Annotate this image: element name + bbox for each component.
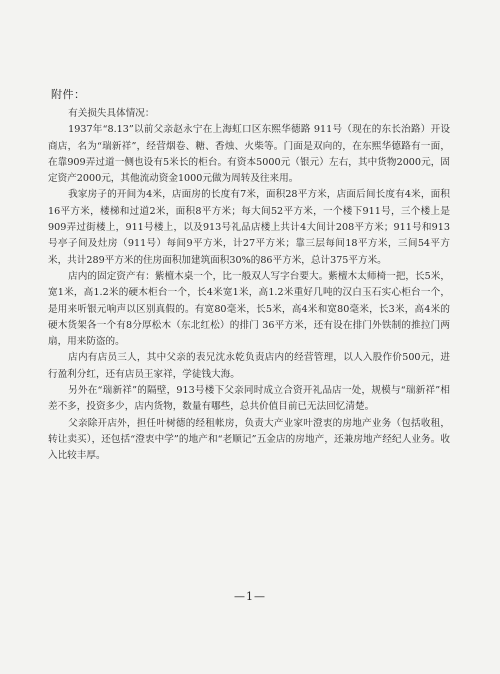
section-heading: 有关损失具体情况： [68, 108, 155, 119]
paragraph-gift-shop: 另外在“瑞新祥”的隔壁，913号楼下父亲同时成立合资开礼品店一处，规模与“瑞新祥”相差不多，投资多少，店内货物，数量有哪些，总共价值目前已无法回忆清楚。 [48, 385, 450, 413]
document-body [48, 106, 450, 465]
paragraph-shop-history: 1937年“8.13”以前父亲赵永宁在上海虹口区东熙华德路 911号（现在的东长治路）开设商店，名为“瑞新祥”，经营烟卷、糖、香烛、火柴等。门面是双向的，在东熙华德路有一面，在靠909弄过道一侧也设有5米长的柜台。有资本5000元（银元）左右，其中货物2000元，固定资产2000元，其他流动资金1000元做为周转及往来用。 [48, 124, 450, 185]
paragraph-fixed-assets: 店内的固定资产有：紫檀木桌一个，比一般双人写字台要大。紫檀木太师椅一把，长5米，宽1米，高1.2米的硬木柜台一个，长4米宽1米，高1.2米重好几吨的汉白玉石实心柜台一个，是用来听银元响声以区别真假的。有宽80毫米，长5米，高4米和宽80毫米，长3米，高4米的硬木货架各一个有8分厚松木（东北红松）的排门 36平方米，还有设在排门外铁制的推拉门两扇，用来防盗的。 [48, 270, 450, 348]
attachment-label: 附件： [51, 88, 86, 101]
paragraph-house-area: 我家房子的开间为4米，店面房的长度有7米，面积28平方米，店面后间长度有4米，面积16平方米，楼梯和过道2米，面积8平方米；每大间52平方米，一个楼下911号，三个楼上是909弄过街楼上，911号楼上，以及913号礼品店楼上共计4大间计208平方米；911号和913号亭子间及灶房（911号）每间9平方米，计27平方米；靠三层每间18平方米，三间54平方米，共计289平方米的住房面积加建筑面积30%的86平方米，总计375平方米。 [48, 189, 450, 266]
page-number: —1— [234, 590, 266, 603]
paragraph-staff: 店内有店员三人，其中父亲的表兄沈永乾负责店内的经营管理，以人入股作价500元，进行盈利分红，还有店员王家祥，学徒钱大海。 [48, 352, 450, 380]
paragraph-other-business: 父亲除开店外，担任叶树德的经租帐房，负责大产业家叶澄衷的房地产业务（包括收租，转让卖买），还包括“澄衷中学”的地产和“老顺记”五金店的房地产，还兼房地产经纪人业务。收入比较丰厚。 [48, 417, 450, 462]
